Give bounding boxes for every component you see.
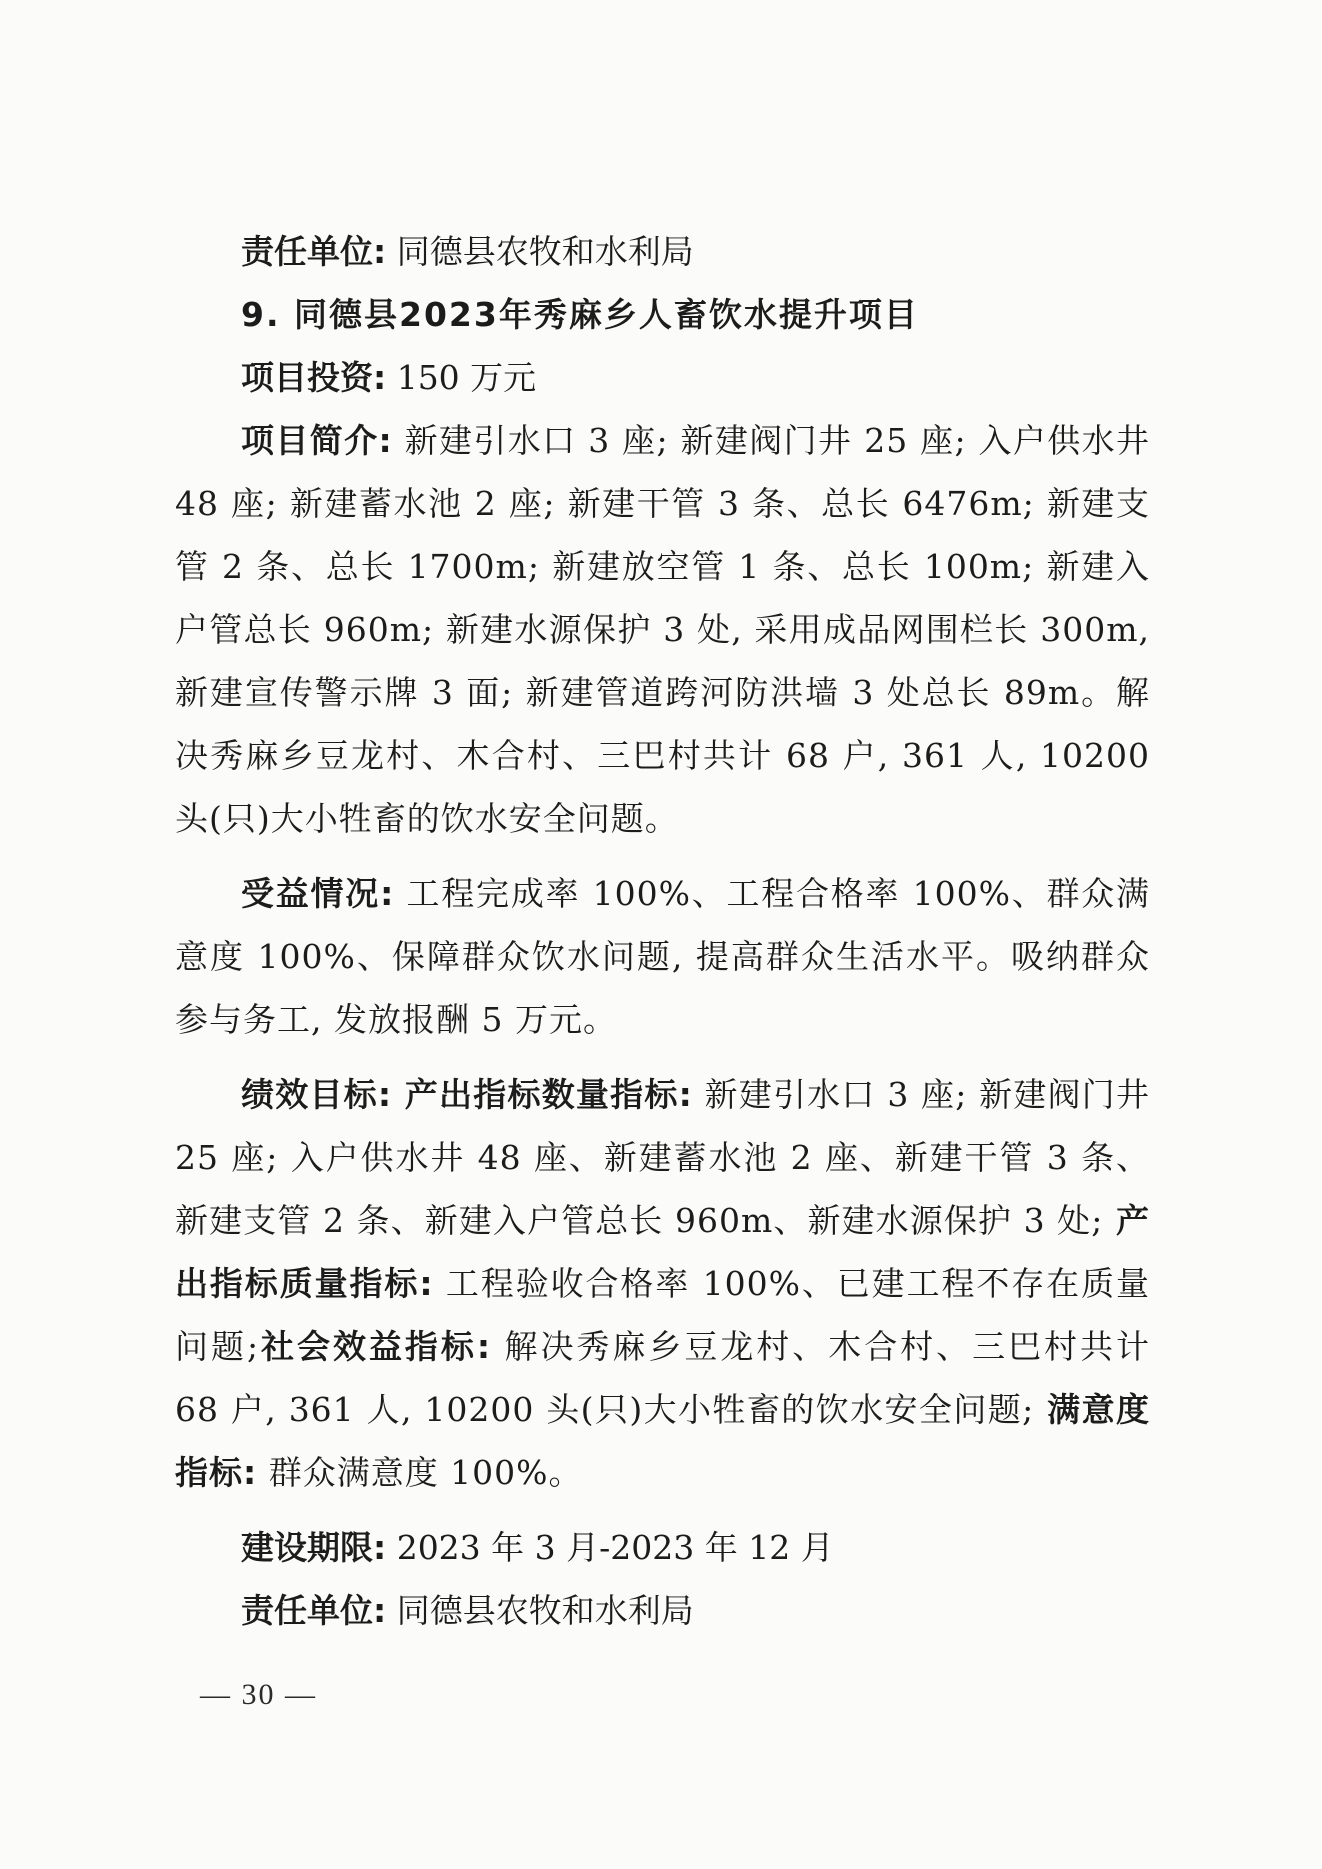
goal-satisfaction-label: 满意度指标: — [175, 1390, 1150, 1492]
page-number: — 30 — — [200, 1678, 317, 1711]
prev-responsible-value: 同德县农牧和水利局 — [386, 232, 694, 271]
benefit-text: 工程完成率 100%、工程合格率 100%、群众满意度 100%、保障群众饮水问题, 提高群众生活水平。吸纳群众参与务工, 发放报酬 5 万元。 — [175, 874, 1150, 1039]
document-body — [175, 220, 1150, 1642]
investment-label: 项目投资: — [241, 358, 387, 397]
goal-output-quality-label: 产出指标质量指标: — [175, 1201, 1150, 1303]
goal-satisfaction-text: 群众满意度 100%。 — [257, 1453, 583, 1492]
goal-output-qty-label: 产出指标数量指标: — [392, 1075, 693, 1114]
project-responsible-unit — [175, 1579, 1150, 1642]
goal-output-quality-text: 工程验收合格率 100%、已建工程不存在质量问题; — [175, 1264, 1150, 1366]
goal-label: 绩效目标: — [241, 1075, 393, 1114]
prev-responsible-label: 责任单位: — [241, 232, 387, 271]
responsible-value: 同德县农牧和水利局 — [386, 1591, 694, 1630]
project-investment — [175, 346, 1150, 409]
project-intro — [175, 409, 1150, 850]
goal-social-text: 解决秀麻乡豆龙村、木合村、三巴村共计 68 户, 361 人, 10200 头(只)大小牲畜的饮水安全问题; — [175, 1327, 1150, 1429]
intro-label: 项目简介: — [241, 421, 393, 460]
intro-text: 新建引水口 3 座; 新建阀门井 25 座; 入户供水井 48 座; 新建蓄水池 2 座; 新建干管 3 条、总长 6476m; 新建支管 2 条、总长 1700m; 新建放空管 1 条、总长 100m; 新建入户管总长 960m; 新建水源保护 3 处, 采用成品网围栏长 300m, 新建宣传警示牌 3 面; 新建管道跨河防洪墙 3 处总长 89m。解决秀麻乡豆龙村、木合村、三巴村共计 68 户, 361 人, 10200 头(只)大小牲畜的饮水安全问题。 — [175, 421, 1150, 838]
benefit-label: 受益情况: — [241, 874, 395, 913]
period-value: 2023 年 3 月-2023 年 12 月 — [386, 1528, 834, 1567]
period-label: 建设期限: — [241, 1528, 387, 1567]
project-period — [175, 1516, 1150, 1579]
goal-output-qty-text: 新建引水口 3 座; 新建阀门井 25 座; 入户供水井 48 座、新建蓄水池 2 座、新建干管 3 条、新建支管 2 条、新建入户管总长 960m、新建水源保护 3 处; — [175, 1075, 1150, 1240]
prev-responsible-unit — [175, 220, 1150, 283]
project-goals — [175, 1063, 1150, 1504]
project-benefit — [175, 862, 1150, 1051]
goal-social-label: 社会效益指标: — [259, 1327, 492, 1366]
responsible-label: 责任单位: — [241, 1591, 387, 1630]
investment-value: 150 万元 — [386, 358, 537, 397]
project-heading: 9. 同德县2023年秀麻乡人畜饮水提升项目 — [241, 295, 919, 334]
